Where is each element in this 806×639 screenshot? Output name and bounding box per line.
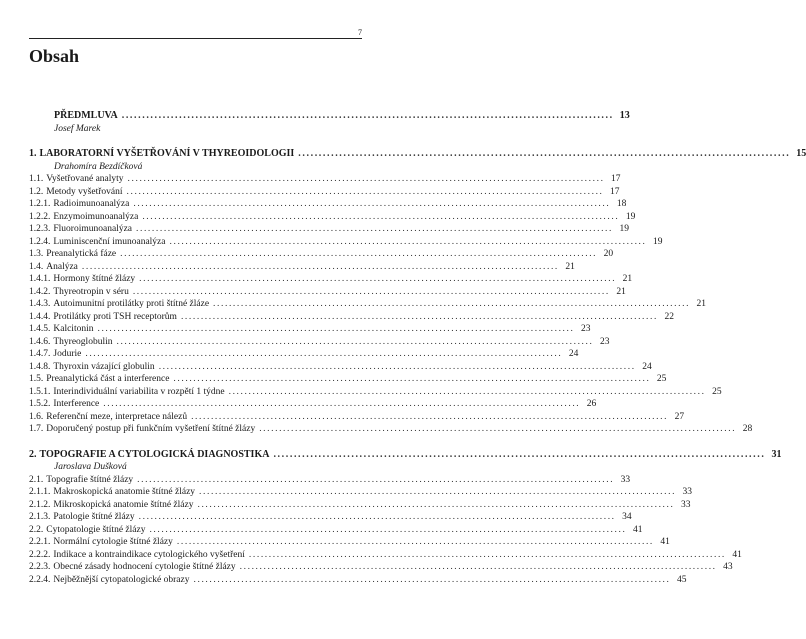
entry-number: 2.1.3. [29,512,51,522]
entry-page: 41 [660,537,670,547]
entry-number: 1.2. [29,186,44,197]
chapter-author: Jaroslava Dušková [54,462,127,472]
entry-page: 23 [599,336,610,347]
dot-leader: ........................................................................................................................ [259,424,737,434]
entry-page: 34 [622,512,632,522]
dot-leader: ........................................................................................................................ [138,512,616,522]
entry-page: 19 [625,211,636,222]
entry-page: 17 [610,186,620,197]
entry-title: Indikace a kontraindikace cytologického vyšetření [53,549,245,560]
entry-page: 25 [656,374,667,384]
toc-entry[interactable] [29,298,707,311]
toc-entry[interactable] [29,423,753,436]
entry-number: 1.4.7. [29,349,51,359]
toc-entry[interactable] [29,536,670,549]
dot-leader: ........................................................................................................................ [199,487,677,497]
entry-page: 20 [603,249,614,259]
entry-title: Cytopatologie štítné žlázy [46,524,146,535]
entry-page: 21 [696,299,707,309]
toc-entry[interactable] [29,198,627,211]
page-number: 7 [358,28,362,37]
entry-title: Jodurie [53,349,82,359]
dot-leader: ........................................................................................................................ [298,148,791,159]
toc-entry[interactable] [29,474,631,487]
dot-leader: ........................................................................................................................ [121,110,614,121]
entry-page: 25 [712,386,722,397]
entry-title: Kalcitonin [53,324,94,334]
entry-title: Makroskopická anatomie štítné žlázy [53,487,196,497]
entry-number: 1.2.4. [29,236,51,247]
dot-leader: ........................................................................................................................ [149,524,627,535]
dot-leader: ........................................................................................................................ [228,386,706,397]
toc-chapter-heading[interactable] [29,148,806,161]
spacer [29,135,362,148]
entry-page: 18 [616,199,627,209]
entry-title: Normální cytologie štítné žlázy [53,537,173,547]
entry-number: 1. [29,148,37,159]
entry-author: Josef Marek [54,123,101,134]
toc-chapter-heading[interactable] [29,448,782,462]
entry-number: 1.2.2. [29,211,51,222]
entry-number: 1.4.2. [29,286,51,297]
toc-entry[interactable] [29,173,621,186]
entry-number: 2.2.4. [29,574,51,585]
toc-entry[interactable] [29,511,632,524]
entry-number: 2.2. [29,524,44,535]
spacer [29,436,362,449]
toc-entry[interactable] [29,311,674,324]
entry-title: Protilátky proti TSH receptorům [53,311,177,322]
entry-title: Interindividuální variabilita v rozpětí 1 týdne [53,386,225,397]
entry-number: 2. [29,448,37,460]
entry-title: PŘEDMLUVA [54,110,118,121]
entry-page: 45 [677,574,687,585]
entry-title: Radioimunoanalýza [53,199,130,209]
entry-page: 21 [565,261,575,272]
dot-leader: ........................................................................................................................ [176,537,654,547]
entry-page: 21 [622,274,633,284]
dot-leader: ........................................................................................................................ [120,249,598,259]
entry-title: TOPOGRAFIE A CYTOLOGICKÁ DIAGNOSTIKA [39,448,270,460]
entry-number: 1.5. [29,374,44,384]
entry-title: Autoimunitní protilátky proti štítné žláze [53,299,210,309]
dot-leader: ........................................................................................................................ [116,336,594,347]
entry-number: 1.5.2. [29,399,51,409]
entry-number: 2.2.1. [29,537,51,547]
toc-entry[interactable] [29,336,610,349]
dot-leader: ........................................................................................................................ [142,211,620,222]
toc-entry[interactable] [29,386,722,399]
entry-title: Luminiscenční imunoanalýza [53,236,166,247]
entry-title: Analýza [46,261,78,272]
entry-number: 2.1.1. [29,487,51,497]
entry-page: 33 [680,499,691,510]
toc-entry[interactable] [29,273,633,286]
toc-entry[interactable] [29,348,579,361]
entry-page: 26 [586,399,597,409]
entry-page: 41 [632,524,643,535]
entry-title: Thyroxin vázající globulin [53,361,155,372]
entry-number: 1.4.4. [29,311,51,322]
header-rule [29,38,362,39]
entry-title: Mikroskopická anatomie štítné žlázy [53,499,194,510]
entry-title: Preanalytická fáze [46,249,117,259]
entry-number: 1.6. [29,411,44,422]
toc-entry[interactable] [29,486,693,499]
entry-number: 1.5.1. [29,386,51,397]
dot-leader: ........................................................................................................................ [127,174,605,184]
toc-entry[interactable] [29,248,614,261]
entry-page: 41 [732,549,742,560]
entry-title: Thyreoglobulin [53,336,113,347]
entry-page: 27 [674,411,685,422]
toc-entry[interactable] [29,561,733,574]
entry-page: 24 [642,361,652,372]
toc-entry[interactable] [29,549,742,562]
dot-leader: ........................................................................................................................ [248,549,726,560]
page-title: Obsah [29,46,80,66]
entry-title: Preanalytická část a interference [46,374,170,384]
dot-leader: ........................................................................................................................ [103,399,581,409]
dot-leader: ........................................................................................................................ [197,499,675,510]
entry-title: Nejběžnější cytopatologické obrazy [53,574,190,585]
dot-leader: ........................................................................................................................ [137,474,615,485]
toc-entry[interactable] [29,398,597,411]
entry-number: 1.4.1. [29,274,51,284]
entry-title: Enzymoimunoanalýza [53,211,139,222]
dot-leader: ........................................................................................................................ [191,411,669,422]
toc-entry-preface[interactable] [29,110,630,123]
entry-title: Fluoroimunoanalýza [53,224,132,234]
entry-title: Obecné zásady hodnocení cytologie štítné žlázy [53,562,236,572]
entry-page: 22 [664,311,674,322]
dot-leader: ........................................................................................................................ [239,562,717,572]
dot-leader: ........................................................................................................................ [97,324,575,334]
dot-leader: ........................................................................................................................ [126,186,604,197]
dot-leader: ........................................................................................................................ [132,286,610,297]
entry-number: 2.2.3. [29,562,51,572]
entry-title: Referenční meze, interpretace nálezů [46,411,188,422]
toc-entry[interactable] [29,323,591,336]
dot-leader: ........................................................................................................................ [139,274,617,284]
toc-entry[interactable] [29,373,667,386]
entry-number: 1.4.8. [29,361,51,372]
entry-number: 2.1. [29,474,44,485]
toc-entry[interactable] [29,361,652,374]
entry-number: 2.1.2. [29,499,51,510]
entry-title: Interference [53,399,100,409]
entry-number: 1.4. [29,261,44,272]
entry-number: 1.1. [29,174,44,184]
toc-entry[interactable] [29,223,629,236]
entry-page: 28 [742,424,753,434]
toc-entry[interactable] [29,236,663,249]
entry-number: 1.3. [29,249,44,259]
entry-title: Thyreotropin v séru [53,286,129,297]
entry-page: 19 [653,236,663,247]
entry-page: 33 [620,474,631,485]
dot-leader: ........................................................................................................................ [136,224,613,234]
entry-title: LABORATORNÍ VYŠETŘOVÁNÍ V THYREOIDOLOGII [39,148,295,159]
dot-leader: ........................................................................................................................ [133,199,611,209]
dot-leader: ........................................................................................................................ [273,448,766,460]
entry-title: Vyšetřované analyty [46,174,124,184]
entry-title: Patologie štítné žlázy [53,512,135,522]
chapter-author: Drahomíra Bezdíčková [54,161,143,172]
dot-leader: ........................................................................................................................ [158,361,636,372]
entry-title: Metody vyšetřování [46,186,123,197]
entry-page: 19 [619,224,629,234]
entry-title: Doporučený postup při funkčním vyšetření štítné žlázy [46,424,256,434]
entry-page: 15 [796,148,806,159]
dot-leader: ........................................................................................................................ [169,236,647,247]
toc-entry[interactable] [29,211,636,224]
toc-entry[interactable] [29,286,626,299]
entry-page: 17 [611,174,621,184]
toc-entry[interactable] [29,411,685,424]
entry-number: 1.2.1. [29,199,51,209]
entry-page: 21 [616,286,626,297]
dot-leader: ........................................................................................................................ [193,574,671,585]
entry-page: 33 [682,487,693,497]
toc-entry[interactable] [29,574,687,587]
toc-entry[interactable] [29,261,575,274]
entry-title: Hormony štítné žlázy [53,274,136,284]
entry-page: 31 [771,448,782,460]
toc-entry[interactable] [29,499,691,512]
entry-page: 23 [580,324,591,334]
dot-leader: ........................................................................................................................ [213,299,691,309]
entry-title: Topografie štítné žlázy [46,474,134,485]
entry-page: 43 [723,562,733,572]
entry-number: 1.4.3. [29,299,51,309]
toc-entry[interactable] [29,186,620,199]
entry-number: 1.4.5. [29,324,51,334]
dot-leader: ........................................................................................................................ [173,374,651,384]
entry-number: 1.4.6. [29,336,51,347]
dot-leader: ........................................................................................................................ [81,261,559,272]
entry-number: 1.2.3. [29,224,51,234]
entry-number: 1.7. [29,424,44,434]
entry-page: 13 [619,110,630,121]
entry-page: 24 [568,349,579,359]
dot-leader: ........................................................................................................................ [180,311,658,322]
toc-entry[interactable] [29,524,643,537]
dot-leader: ........................................................................................................................ [85,349,563,359]
table-of-contents [29,110,806,586]
entry-number: 2.2.2. [29,549,51,560]
